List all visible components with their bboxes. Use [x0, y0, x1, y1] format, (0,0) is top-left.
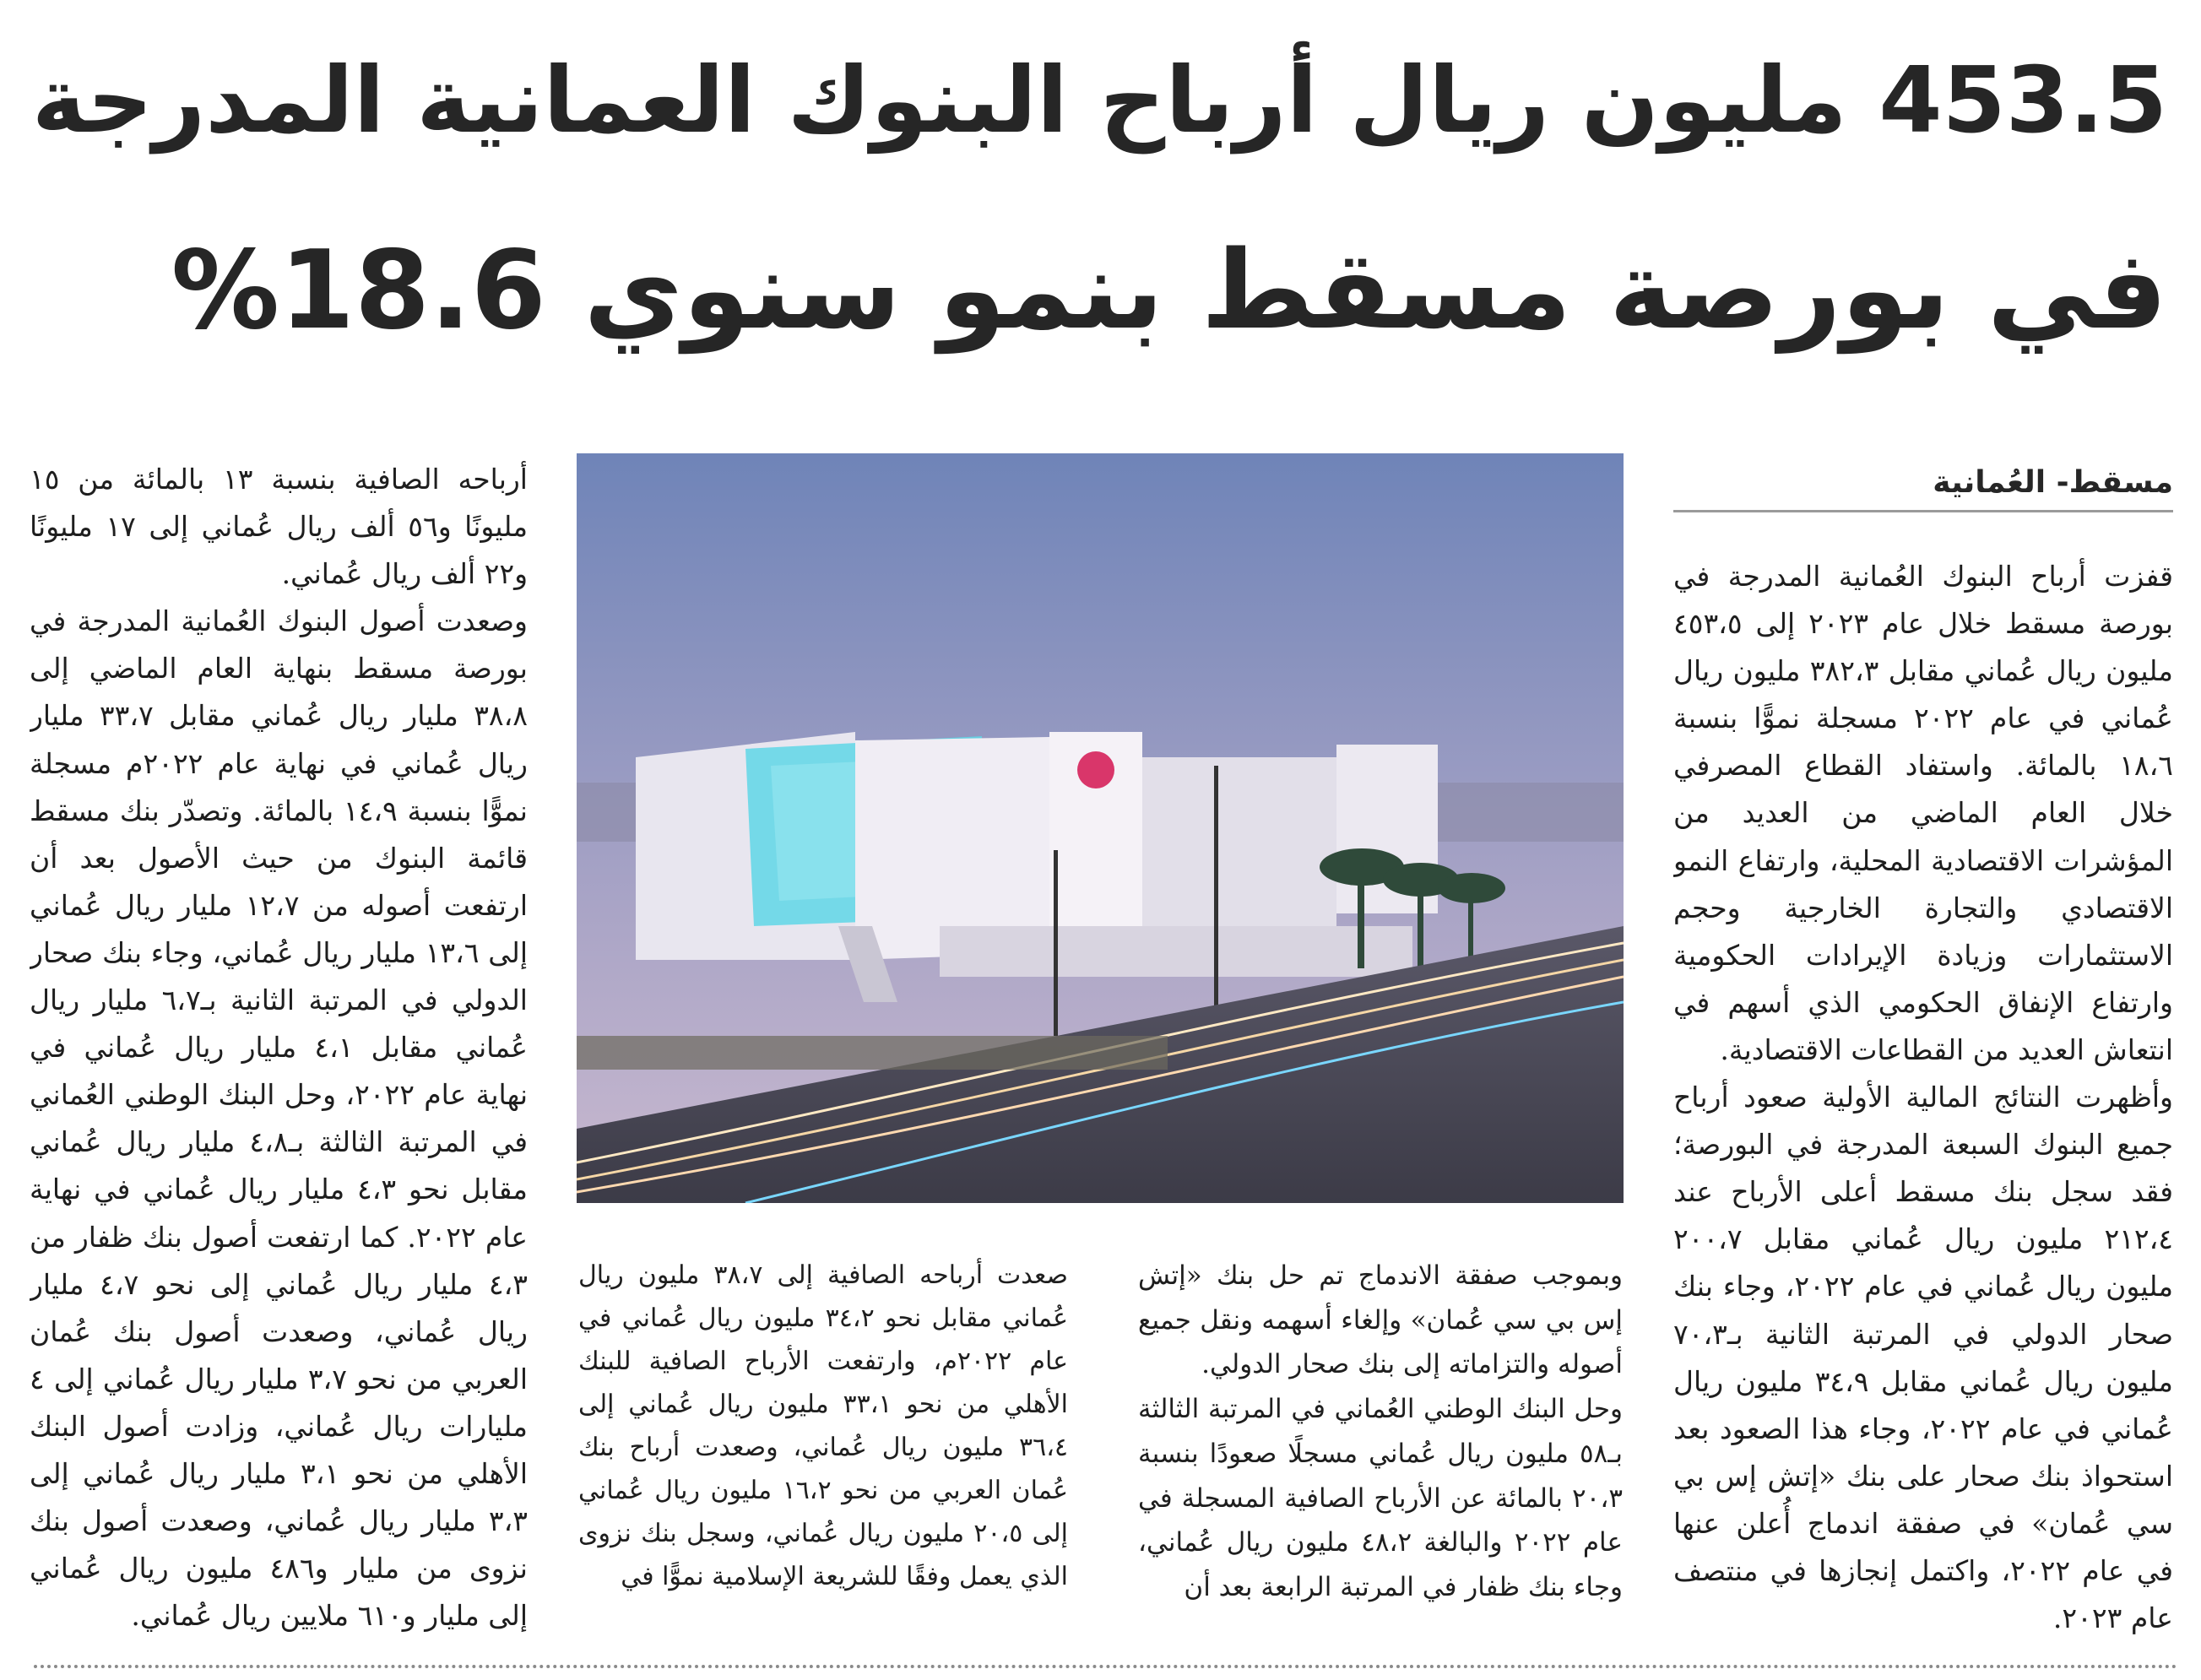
paragraph: وحل البنك الوطني العُماني في المرتبة الثالثة بـ٥٨ مليون ريال عُماني مسجلًا صعودًا بنسبة ٢٠،٣ بالمائة عن الأرباح الصافية المسجلة في عام ٢٠٢٢ والبالغة ٤٨،٢ مليون ريال عُماني، وجاء بنك ظفار في المرتبة الرابعة بعد أن — [1138, 1394, 1623, 1602]
article-column-middle-left — [578, 1254, 1068, 1642]
article-column-middle-right — [1138, 1254, 1623, 1642]
article-column-left — [30, 456, 528, 1646]
paragraph: أرباحه الصافية بنسبة ١٣ بالمائة من ١٥ مليونًا و٥٦ ألف ريال عُماني إلى ١٧ مليونًا و٢٢ ألف ريال عُماني. — [30, 463, 528, 591]
bank-logo — [1077, 751, 1114, 789]
paragraph: وبموجب صفقة الاندماج تم حل بنك «إتش إس بي سي عُمان» وإلغاء أسهمه ونقل جميع أصوله والتزاماته إلى بنك صحار الدولي. — [1138, 1260, 1623, 1380]
ground-strip — [577, 1036, 1168, 1070]
article-photo — [577, 453, 1624, 1203]
paragraph: وأظهرت النتائج المالية الأولية صعود أرباح جميع البنوك السبعة المدرجة في البورصة؛ فقد سجل بنك مسقط أعلى الأرباح عند ٢١٢،٤ مليون ريال عُماني مقابل ٢٠٠،٧ مليون ريال عُماني في عام ٢٠٢٢، وجاء بنك صحار الدولي في المرتبة الثانية بـ٧٠،٣ مليون ريال عُماني مقابل ٣٤،٩ مليون ريال عُماني في عام ٢٠٢٢، وجاء هذا الصعود بعد استحواذ بنك صحار على بنك «إتش إس بي سي عُمان» في صفقة اندماج أُعلن عنها في عام ٢٠٢٢، واكتمل إنجازها في منتصف عام ٢٠٢٣. — [1673, 1081, 2173, 1635]
article-column-right — [1673, 553, 2173, 1642]
headline-line-2: في بورصة مسقط بنمو سنوي 18.6% — [171, 228, 2167, 354]
bottom-dotted-rule — [34, 1665, 2178, 1668]
dateline: مسقط- العُمانية — [1673, 456, 2173, 512]
paragraph: وصعدت أصول البنوك العُمانية المدرجة في بورصة مسقط بنهاية العام الماضي إلى ٣٨،٨ مليار ريال عُماني مقابل ٣٣،٧ مليار ريال عُماني في نهاية عام ٢٠٢٢م مسجلة نموًّا بنسبة ١٤،٩ بالمائة. وتصدّر بنك مسقط قائمة البنوك من حيث الأصول بعد أن ارتفعت أصوله من ١٢،٧ مليار ريال عُماني إلى ١٣،٦ مليار ريال عُماني، وجاء بنك صحار الدولي في المرتبة الثانية بـ٦،٧ مليار ريال عُماني مقابل ٤،١ مليار ريال عُماني في نهاية عام ٢٠٢٢، وحل البنك الوطني العُماني في المرتبة الثالثة بـ٤،٨ مليار ريال عُماني مقابل نحو ٤،٣ مليار ريال عُماني في نهاية عام ٢٠٢٢. كما ارتفعت أصول بنك ظفار من ٤،٣ مليار ريال عُماني إلى نحو ٤،٧ مليار ريال عُماني، وصعدت أصول بنك عُمان العربي من نحو ٣،٧ مليار ريال عُماني إلى ٤ مليارات ريال عُماني، وزادت أصول البنك الأهلي من نحو ٣،١ مليار ريال عُماني إلى ٣،٣ مليار ريال عُماني، وصعدت أصول بنك نزوى من مليار و٤٨٦ مليون ريال عُماني إلى مليار و٦١٠ ملايين ريال عُماني. — [30, 604, 528, 1633]
headline-line-1: 453.5 مليون ريال أرباح البنوك العمانية المدرجة — [31, 48, 2167, 154]
lower-podium — [940, 926, 1412, 977]
paragraph: قفزت أرباح البنوك العُمانية المدرجة في بورصة مسقط خلال عام ٢٠٢٣ إلى ٤٥٣،٥ مليون ريال عُماني مقابل ٣٨٢،٣ مليون ريال عُماني في عام ٢٠٢٢ مسجلة نموًّا بنسبة ١٨،٦ بالمائة. واستفاد القطاع المصرفي خلال العام الماضي من العديد من المؤشرات الاقتصادية المحلية، وارتفاع النمو الاقتصادي والتجارة الخارجية وحجم الاستثمارات وزيادة الإيرادات الحكومية وارتفاع الإنفاق الحكومي الذي أسهم في انتعاش العديد من القطاعات الاقتصادية. — [1673, 560, 2173, 1066]
bank-building-illustration — [577, 453, 1624, 1203]
paragraph: صعدت أرباحه الصافية إلى ٣٨،٧ مليون ريال عُماني مقابل نحو ٣٤،٢ مليون ريال عُماني في عام ٢٠٢٢م، وارتفعت الأرباح الصافية للبنك الأهلي من نحو ٣٣،١ مليون ريال عُماني إلى ٣٦،٤ مليون ريال عُماني، وصعدت أرباح بنك عُمان العربي من نحو ١٦،٢ مليون ريال عُماني إلى ٢٠،٥ مليون ريال عُماني، وسجل بنك نزوى الذي يعمل وفقًا للشريعة الإسلامية نموًّا في — [578, 1260, 1068, 1591]
